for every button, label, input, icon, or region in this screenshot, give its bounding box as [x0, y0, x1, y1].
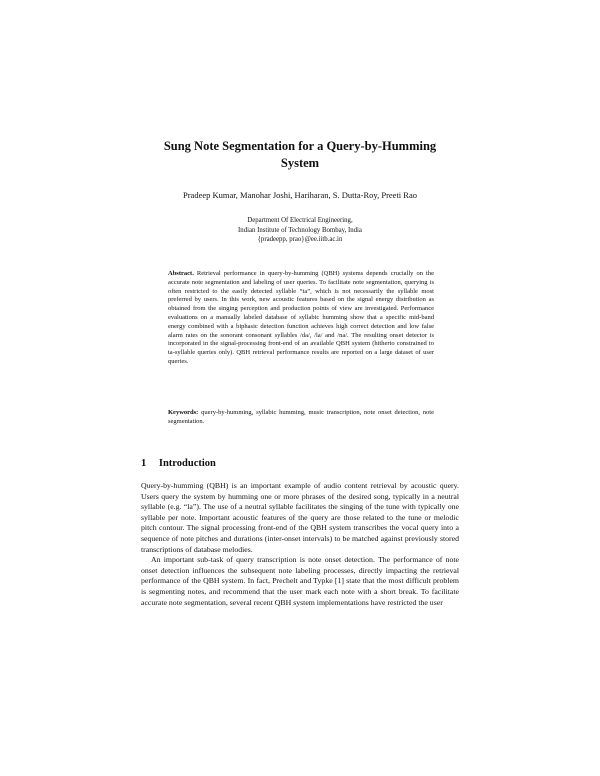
title-line-1: Sung Note Segmentation for a Query-by-Humming	[163, 139, 437, 153]
section-title: Introduction	[158, 458, 216, 469]
intro-paragraph-1: Query-by-humming (QBH) is an important example of audio content retrieval by acoustic query. Users query the system by humming one or more phrases of the desired song, typically in a neutral syllable (e.g. “la”). The use of a neutral syllable facilitates the singing of the tune with typically one syllable per note. Important acoustic features of the query are those related to the tune or melodic pitch contour. The signal processing front-end of the QBH system transcribes the vocal query into a sequence of note pitches and durations (inter-onset intervals) to be matched against previously stored transcriptions of database melodies.	[141, 481, 459, 554]
abstract-label: Abstract.	[168, 270, 194, 277]
keywords	[168, 409, 434, 427]
affiliation	[150, 216, 450, 245]
affiliation-email: {pradeepp, prao}@ee.iitb.ac.in	[257, 236, 343, 244]
abstract	[168, 270, 434, 367]
affiliation-department: Department Of Electrical Engineering,	[247, 217, 353, 224]
affiliation-institute: Indian Institute of Technology Bombay, India	[238, 226, 362, 234]
intro-paragraph-2: An important sub-task of query transcription is note onset detection. The performance of note onset detection influences the subsequent note labeling processes, directly impacting the retrieval performance of the QBH system. In fact, Prechelt and Typke [1] state that the most difficult problem is segmenting notes, and recommend that the user mark each note with a short break. To facilitate accurate note segmentation, several recent QBH system implementations have restricted the user	[141, 555, 459, 607]
section-body	[141, 481, 459, 608]
section-heading-introduction	[141, 458, 216, 469]
author-list: Pradeep Kumar, Manohar Joshi, Hariharan, S. Dutta-Roy, Preeti Rao	[183, 190, 417, 200]
keywords-text: query-by-humming, syllabic humming, music transcription, note onset detection, note segmentation.	[168, 409, 434, 425]
section-number: 1	[141, 458, 147, 469]
title-line-2: System	[280, 156, 320, 170]
abstract-text: Retrieval performance in query-by-humming (QBH) systems depends crucially on the accurate note segmentation and labeling of user queries. To facilitate note segmentation, querying is often restricted to the easily detected syllable “ta”, which is not necessarily the syllable most preferred by users. In this work, new acoustic features based on the signal energy distribution as obtained from the singing perception and production points of view are investigated. Performance evaluations on a manually labeled database of syllabic humming show that a specific mid-band energy combined with a biphasic detection function achieves high correct detection and low false alarm rates on the sonorant consonant syllables /da/, /la/ and /na/. The resulting onset detector is incorporated in the signal-processing front-end of an available QBH system (hitherto constrained to ta-syllable queries only). QBH retrieval performance results are reported on a large dataset of user queries.	[168, 270, 434, 365]
paper-title	[150, 138, 450, 172]
keywords-label: Keywords:	[168, 409, 199, 416]
